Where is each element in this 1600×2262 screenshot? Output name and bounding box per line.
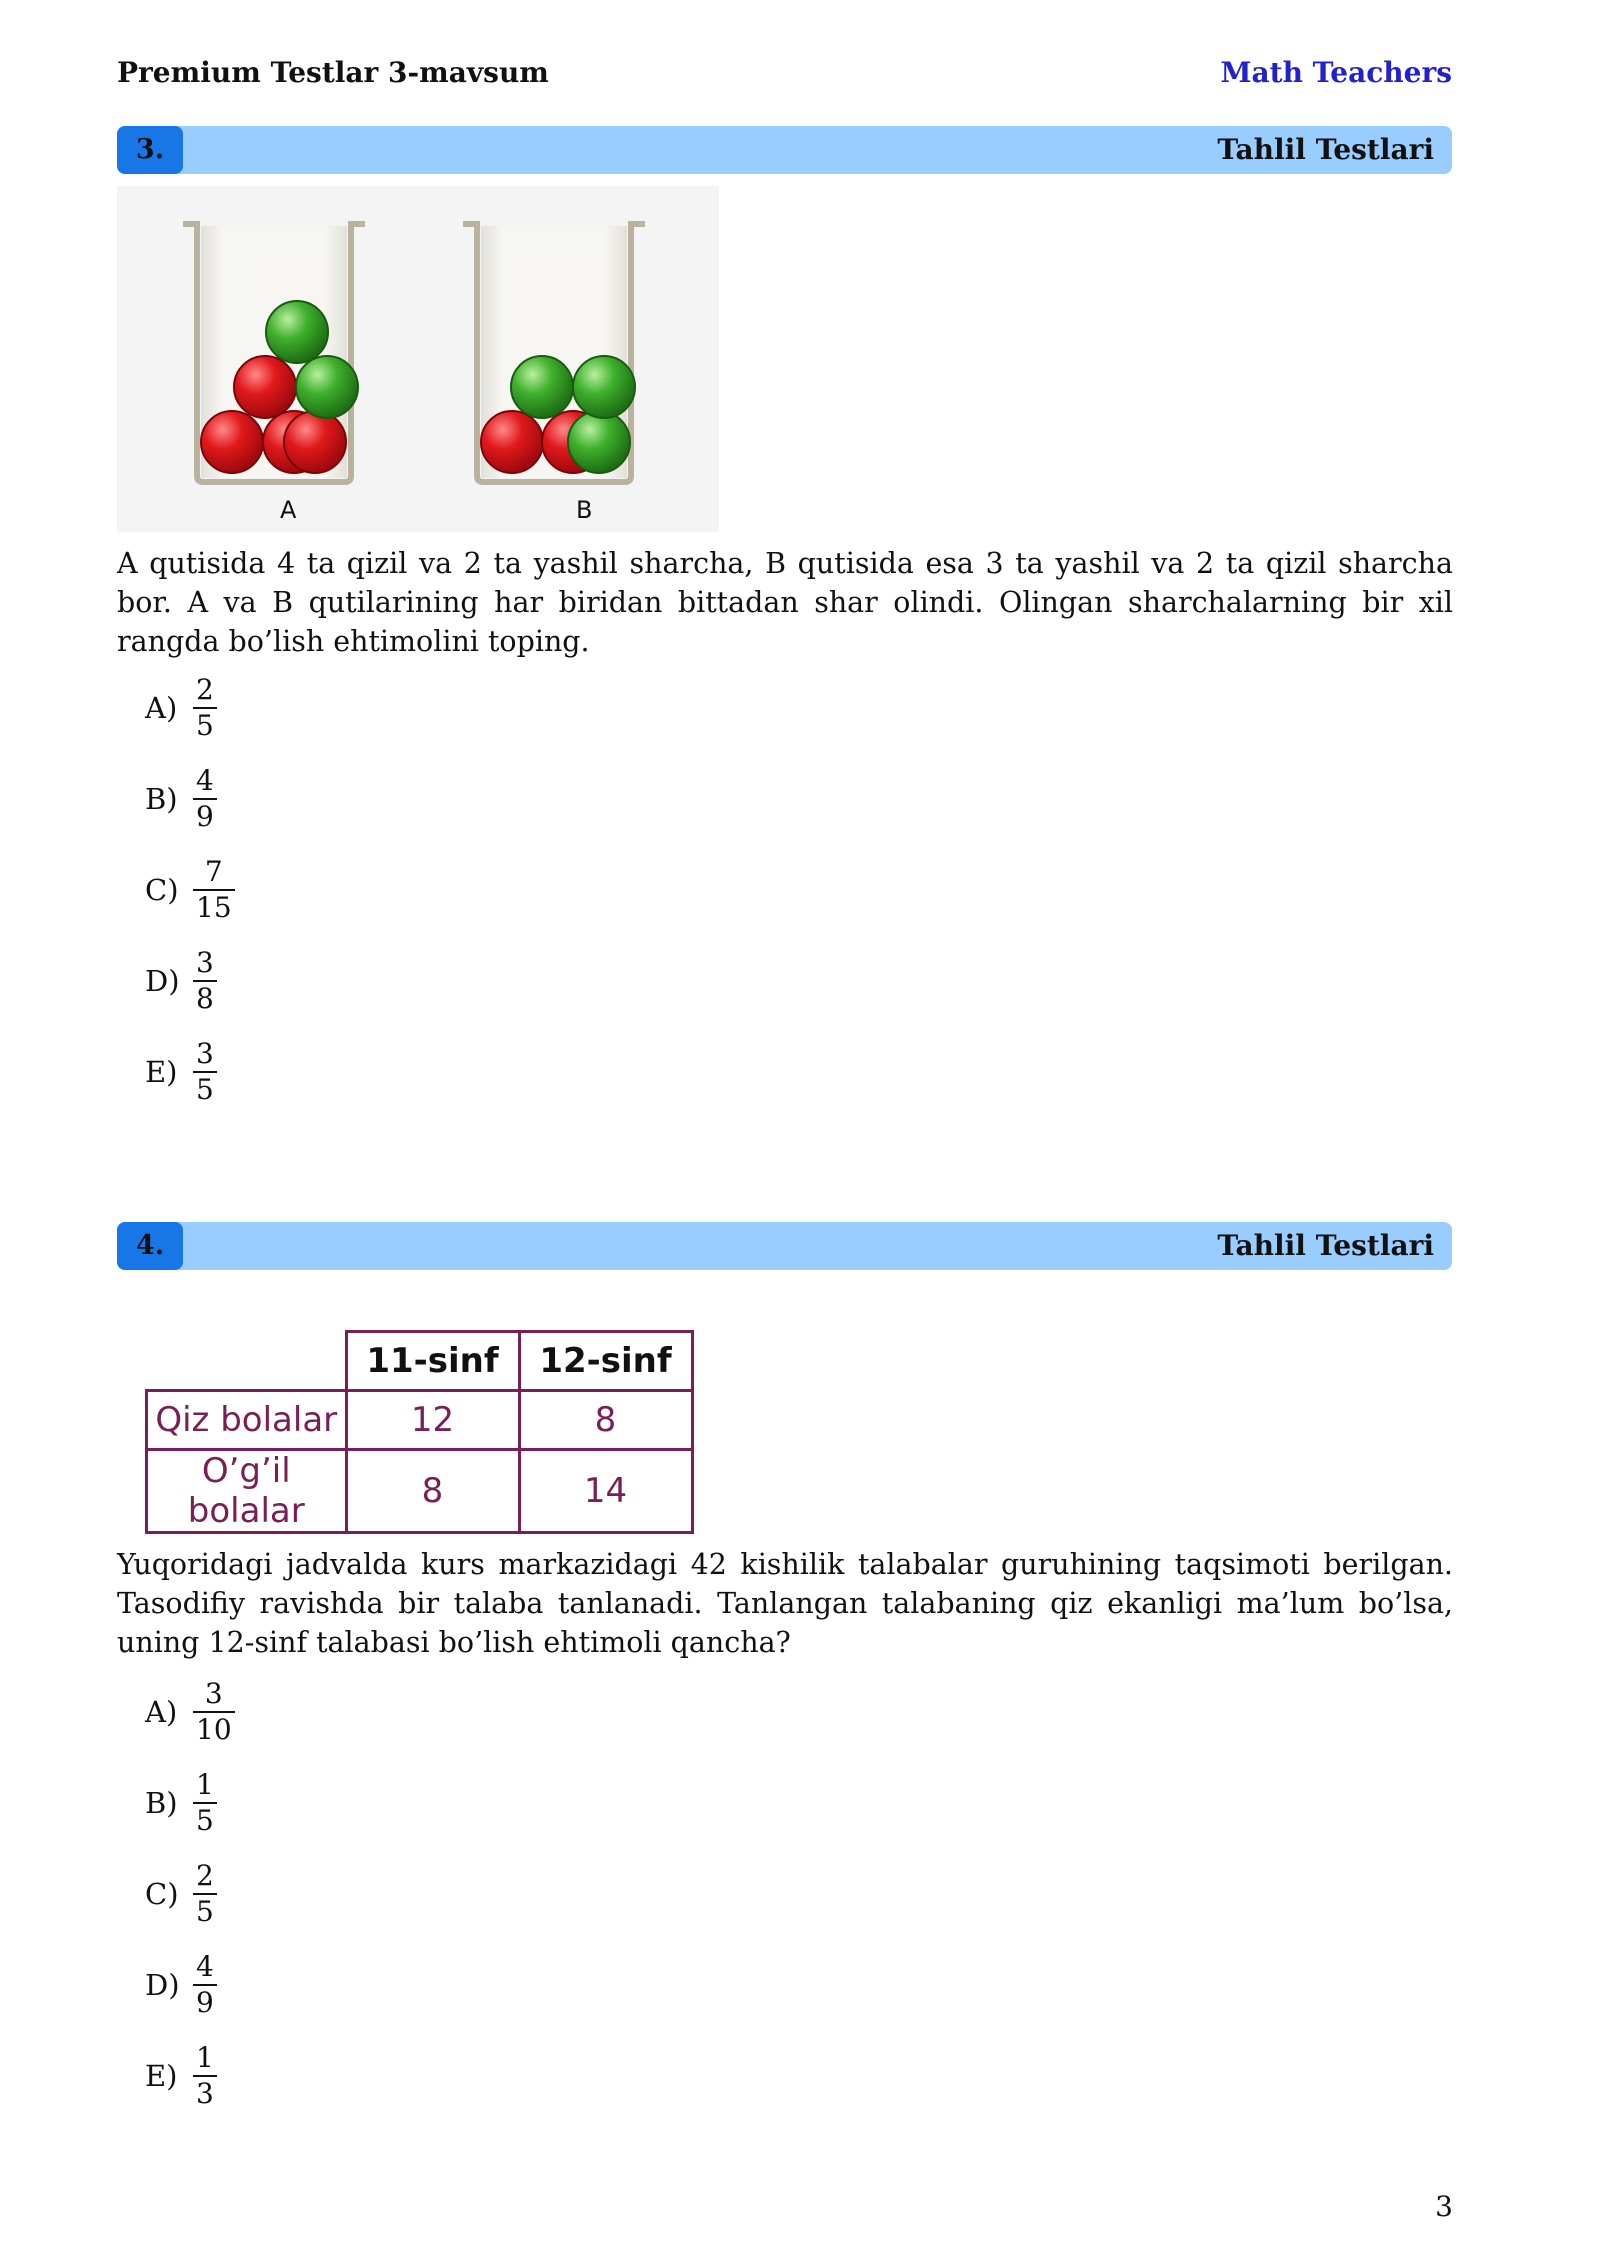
fraction — [193, 1950, 217, 2020]
question-3-tag: Tahlil Testlari — [1217, 133, 1434, 166]
row-header: Qiz bolalar — [147, 1391, 347, 1450]
table-cell: 8 — [519, 1391, 692, 1450]
beakers-illustration — [117, 186, 719, 532]
question-4-tag: Tahlil Testlari — [1217, 1229, 1434, 1262]
fraction — [193, 1859, 217, 1929]
q4-option-c[interactable] — [145, 1854, 217, 1934]
table-row — [147, 1391, 693, 1450]
option-label: D) — [145, 1968, 180, 2002]
q3-option-b[interactable] — [145, 759, 217, 839]
denominator: 10 — [196, 1713, 232, 1746]
q4-option-a[interactable] — [145, 1672, 235, 1752]
header-title: Premium Testlar 3-mavsum — [117, 56, 549, 89]
beakers-figure — [117, 186, 719, 532]
option-label: B) — [145, 782, 178, 816]
table-header-row — [147, 1332, 693, 1391]
column-header: 12-sinf — [519, 1332, 692, 1391]
fraction — [193, 1037, 217, 1107]
q4-option-d[interactable] — [145, 1945, 217, 2025]
option-label: D) — [145, 964, 180, 998]
option-label: B) — [145, 1786, 178, 1820]
beaker-a — [183, 224, 365, 482]
fraction — [193, 855, 235, 925]
beaker-b-label: B — [576, 496, 593, 524]
table-cell: 14 — [519, 1450, 692, 1533]
row-header: O’g’il bolalar — [147, 1450, 347, 1533]
question-3-bar — [117, 126, 1452, 174]
denominator: 8 — [196, 982, 214, 1015]
option-label: E) — [145, 2059, 178, 2093]
q3-option-c[interactable] — [145, 850, 235, 930]
beaker-b — [463, 224, 645, 482]
q3-option-e[interactable] — [145, 1032, 217, 1112]
fraction — [193, 946, 217, 1016]
numerator: 2 — [196, 1859, 214, 1892]
question-4-number: 4. — [117, 1222, 183, 1270]
denominator: 3 — [196, 2077, 214, 2110]
denominator: 5 — [196, 1073, 214, 1106]
fraction — [193, 764, 217, 834]
table-cell: 12 — [346, 1391, 519, 1450]
numerator: 1 — [196, 1768, 214, 1801]
denominator: 5 — [196, 709, 214, 742]
numerator: 3 — [204, 1677, 223, 1710]
option-label: E) — [145, 1055, 178, 1089]
numerator: 3 — [196, 946, 214, 979]
numerator: 7 — [204, 855, 223, 888]
denominator: 9 — [196, 1986, 214, 2019]
question-3-number: 3. — [117, 126, 183, 174]
numerator: 3 — [196, 1037, 214, 1070]
option-label: C) — [145, 1877, 179, 1911]
q3-option-a[interactable] — [145, 668, 217, 748]
denominator: 5 — [196, 1804, 214, 1837]
denominator: 5 — [196, 1895, 214, 1928]
beaker-a-label: A — [280, 496, 297, 524]
option-label: A) — [145, 691, 178, 725]
question-4-bar — [117, 1222, 1452, 1270]
fraction — [193, 1768, 217, 1838]
class-distribution-table — [145, 1330, 694, 1534]
page-number: 3 — [1435, 2190, 1453, 2223]
denominator: 9 — [196, 800, 214, 833]
table-row — [147, 1450, 693, 1533]
numerator: 1 — [196, 2041, 214, 2074]
q3-option-d[interactable] — [145, 941, 217, 1021]
option-label: A) — [145, 1695, 178, 1729]
header-brand: Math Teachers — [1220, 56, 1452, 89]
q4-option-b[interactable] — [145, 1763, 217, 1843]
numerator: 4 — [196, 1950, 214, 1983]
table-cell: 8 — [346, 1450, 519, 1533]
question-3-text: A qutisida 4 ta qizil va 2 ta yashil sharcha, B qutisida esa 3 ta yashil va 2 ta qizil sharcha bor. A va B qutilarining har biridan bittadan shar olindi. Olingan sharchalarning bir xil rangda bo’lish ehtimolini toping. — [117, 547, 1453, 658]
numerator: 2 — [196, 673, 214, 706]
q4-option-e[interactable] — [145, 2036, 217, 2116]
fraction — [193, 673, 217, 743]
numerator: 4 — [196, 764, 214, 797]
fraction — [193, 1677, 235, 1747]
option-label: C) — [145, 873, 179, 907]
question-4-text: Yuqoridagi jadvalda kurs markazidagi 42 kishilik talabalar guruhining taqsimoti berilgan. Tasodifiy ravishda bir talaba tanlanadi. Tanlangan talabaning qiz ekanligi ma’lum bo’lsa, uning 12-sinf talabasi bo’lish ehtimoli qancha? — [117, 1548, 1453, 1659]
fraction — [193, 2041, 217, 2111]
column-header: 11-sinf — [346, 1332, 519, 1391]
table-corner — [147, 1332, 347, 1391]
denominator: 15 — [196, 891, 232, 924]
